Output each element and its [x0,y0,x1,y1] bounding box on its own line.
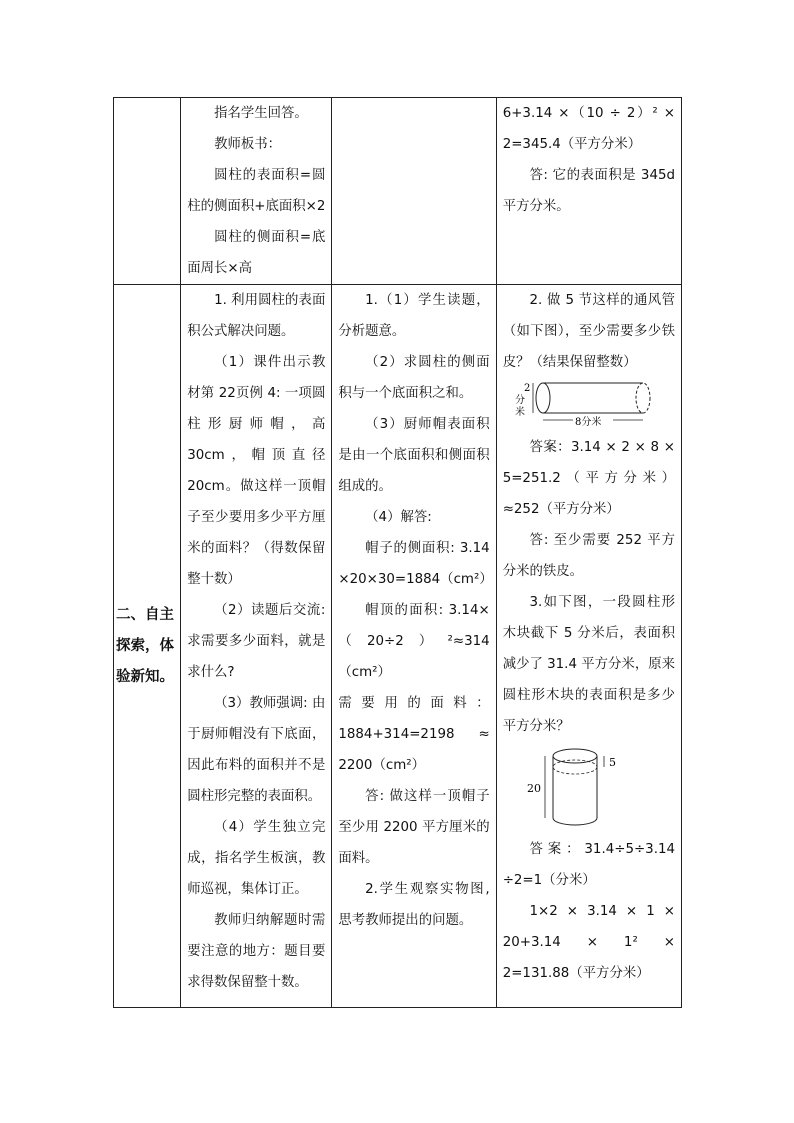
length-label: 8分米 [574,417,602,428]
diameter-label: 2 [523,383,531,394]
paragraph: 圆柱的侧面积=底面周长×高 [187,230,326,276]
paragraph: 需要用的面料：1884+314=2198 ≈ 2200（cm²） [338,696,490,773]
paragraph: 教师归纳解题时需要注意的地方：题目要求得数保留整十数。 [187,913,326,990]
section-label: 二、自主探索，体验新知。 [114,285,181,1008]
answer-3-calculation: 1×2 × 3.14 × 1 × 20+3.14 × 1² × 2=131.88（平方分米） [502,904,675,981]
paragraph: （2）读题后交流: 求需要多少面料，就是求什么? [187,603,326,680]
ventilation-pipe-figure [515,380,665,428]
paragraph: （2）求圆柱的侧面积与一个底面积之和。 [338,355,490,401]
cut-length-label: 5 [608,756,616,769]
paragraph: 帽子的侧面积: 3.14 ×20×30=1884（cm²） [338,541,493,587]
paragraph: （4）解答: [365,510,432,525]
answer-3: 答案：31.4÷5÷3.14 ÷2=1（分米） [502,842,675,888]
student-activity-cell [332,98,496,285]
lesson-plan-table [113,97,682,1008]
paragraph: 指名学生回答。 [214,106,308,121]
diameter-label: 分 [514,395,525,406]
teacher-activity-cell [181,285,332,1008]
table-row [114,285,682,1008]
teacher-activity-cell [181,98,332,285]
question-3: 3.如下图，一段圆柱形木块截下 5 分米后，表面积减少了 31.4 平方分米，原来圆柱形木块的表面积是多少平方分米？ [502,595,675,734]
exercise-cell [496,98,681,285]
table-row [114,98,682,285]
paragraph: 答: 做这样一顶帽子至少用 2200 平方厘米的面料。 [338,789,490,866]
answer-2: 答案：3.14 × 2 × 8 × 5=251.2（平方分米）≈252（平方分米） [502,440,675,517]
exercise-cell [496,285,681,1008]
paragraph: （3）教师强调: 由于厨师帽没有下底面，因此布料的面积并不是圆柱形完整的表面积。 [187,696,326,804]
paragraph: 答: 它的表面积是 345d 平方分米。 [502,168,675,214]
paragraph: （3）厨师帽表面积是由一个底面积和侧面积组成的。 [338,417,490,494]
paragraph: 帽顶的面积: 3.14×（20÷2）²≈314（cm²） [338,603,490,680]
paragraph: 圆柱的表面积=圆柱的侧面积+底面积×2 [187,168,326,214]
paragraph: 1. 利用圆柱的表面积公式解决问题。 [187,293,326,339]
paragraph: 1.（1）学生读题，分析题意。 [338,293,490,339]
question-2: 2. 做 5 节这样的通风管（如下图），至少需要多少铁皮？（结果保留整数） [502,293,675,370]
student-activity-cell [332,285,496,1008]
paragraph: 6+3.14 ×（10 ÷ 2）² × 2=345.4（平方分米） [502,106,675,152]
paragraph: 教师板书： [214,137,282,152]
section-cell [114,98,181,285]
paragraph: （1）课件出示教材第 22页例 4: 一项圆柱形厨师帽，高 30cm，帽顶直径 20cm。做这样一顶帽子至少要用多少平方厘米的面料？（得数保留整十数） [187,355,326,587]
diameter-label: 米 [514,407,525,418]
paragraph: （4）学生独立完成，指名学生板演，教师巡视，集体订正。 [187,820,326,897]
answer-2-conclusion: 答: 至少需要 252 平方分米的铁皮。 [502,533,675,579]
paragraph: 2.学生观察实物图, 思考教师提出的问题。 [338,882,490,928]
height-label: 20 [526,782,541,795]
wood-cylinder-figure [515,744,635,830]
